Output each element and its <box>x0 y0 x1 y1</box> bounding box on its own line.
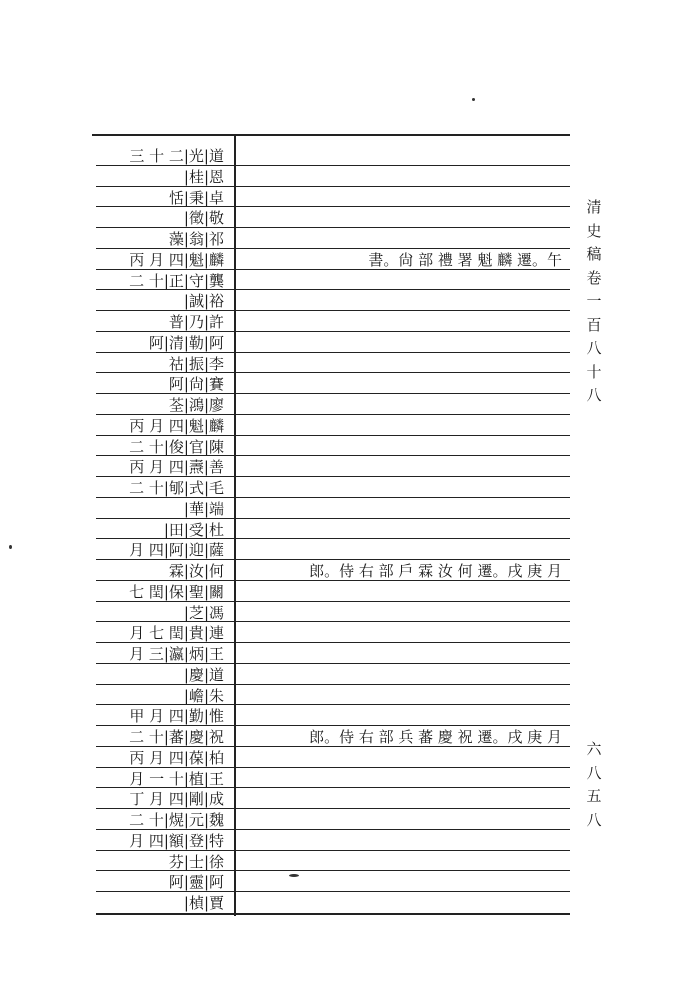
row-notes-cell <box>240 373 568 395</box>
row-names-cell: 二 十|俊|官|陳 <box>129 437 224 456</box>
row-notes-cell <box>240 498 568 520</box>
row-notes-cell <box>240 788 568 810</box>
row-notes-cell <box>240 477 568 499</box>
row-rule <box>96 206 570 207</box>
row-rule <box>96 435 570 436</box>
row-notes-cell <box>240 664 568 686</box>
row-notes-cell <box>240 353 568 375</box>
column-divider <box>234 136 236 916</box>
row-notes-cell <box>240 809 568 831</box>
row-notes-cell <box>240 685 568 707</box>
row-notes-cell <box>240 622 568 644</box>
row-names-cell: 月 七 閏|貴|連 <box>129 624 224 643</box>
row-notes-cell <box>240 332 568 354</box>
row-names-cell: 三 十 二|光|道 <box>129 147 224 165</box>
row-notes-cell: 郎。侍 右 部 戶 霖 汝 何 遷。戌 庚 月 <box>309 562 562 580</box>
row-names-cell: 丙 月 四|燾|善 <box>129 458 224 477</box>
print-speck <box>9 545 12 549</box>
row-notes-cell <box>240 311 568 333</box>
row-names-cell: |徵|敬 <box>183 209 224 228</box>
page-folio: 六八五八 <box>586 740 602 829</box>
row-notes-cell <box>240 228 568 250</box>
row-rule <box>96 725 570 726</box>
print-speck <box>472 98 475 101</box>
row-notes-cell <box>240 290 568 312</box>
row-rule <box>96 580 570 581</box>
row-names-cell: 阿|尙|賽 <box>168 375 224 394</box>
row-notes-cell <box>240 456 568 478</box>
row-rule <box>96 829 570 830</box>
row-rule <box>96 787 570 788</box>
row-names-cell: 丙 月 四|葆|柏 <box>129 748 224 767</box>
row-notes-cell <box>240 539 568 561</box>
row-rule <box>96 352 570 353</box>
row-names-cell: 祜|振|李 <box>168 354 224 373</box>
row-rule <box>96 497 570 498</box>
row-notes-cell <box>240 830 568 852</box>
row-rule <box>96 663 570 664</box>
row-rule <box>96 331 570 332</box>
row-rule <box>96 559 570 560</box>
row-names-cell: 月 四|阿|迎|薩 <box>129 541 224 560</box>
row-rule <box>96 310 570 311</box>
top-rule <box>92 134 570 136</box>
row-names-cell: 甲 月 四|勤|惟 <box>129 707 224 726</box>
row-rule <box>96 642 570 643</box>
row-names-cell: 二 十|蕃|慶|祝 <box>129 728 224 746</box>
row-rule <box>96 248 570 249</box>
row-notes-cell <box>240 768 568 790</box>
row-notes-cell <box>240 270 568 292</box>
row-notes-cell <box>240 187 568 209</box>
row-names-cell: |慶|道 <box>183 665 224 684</box>
row-names-cell: |桂|恩 <box>183 167 224 186</box>
row-names-cell: 霖|汝|何 <box>168 562 224 580</box>
row-rule <box>96 518 570 519</box>
row-rule <box>96 414 570 415</box>
row-names-cell: 七 閏|保|聖|關 <box>129 582 224 601</box>
row-rule <box>96 704 570 705</box>
row-rule <box>96 476 570 477</box>
row-rule <box>96 684 570 685</box>
row-notes-cell <box>240 166 568 188</box>
row-names-cell: 恬|秉|卓 <box>168 188 224 207</box>
row-names-cell: 丙 月 四|魁|麟 <box>129 416 224 435</box>
row-notes-cell: 郎。侍 右 部 兵 蕃 慶 祝 遷。戌 庚 月 <box>309 728 562 746</box>
row-rule <box>96 538 570 539</box>
row-rule <box>96 767 570 768</box>
row-rule <box>96 165 570 166</box>
row-rule <box>96 891 570 892</box>
row-names-cell: 月 四|額|登|特 <box>129 831 224 850</box>
row-notes-cell <box>240 207 568 229</box>
row-rule <box>96 601 570 602</box>
row-notes-cell <box>240 415 568 437</box>
row-names-cell: 阿|清|勒|阿 <box>148 333 224 352</box>
row-notes-cell <box>240 747 568 769</box>
bottom-rule <box>96 913 570 915</box>
row-rule <box>96 621 570 622</box>
print-speck <box>289 874 299 877</box>
row-names-cell: |誠|裕 <box>183 292 224 311</box>
row-rule <box>96 870 570 871</box>
row-notes-cell <box>240 145 568 167</box>
row-rule <box>96 850 570 851</box>
row-rule <box>96 746 570 747</box>
row-names-cell: |芝|馮 <box>183 603 224 622</box>
row-rule <box>96 269 570 270</box>
row-rule <box>96 393 570 394</box>
row-notes-cell <box>240 581 568 603</box>
row-names-cell: 阿|靈|阿 <box>168 873 224 892</box>
row-names-cell: |嶦|朱 <box>183 686 224 705</box>
row-rule <box>96 372 570 373</box>
row-notes-cell <box>240 394 568 416</box>
row-names-cell: 月 三|瀛|炳|王 <box>129 645 224 663</box>
row-names-cell: 月 一 十|植|王 <box>129 769 224 788</box>
row-rule <box>96 455 570 456</box>
row-rule <box>96 808 570 809</box>
row-names-cell: |楨|賈 <box>183 894 224 912</box>
row-notes-cell: 書。尙 部 禮 署 魁 麟 遷。午 <box>368 250 562 269</box>
row-rule <box>96 186 570 187</box>
row-rule <box>96 289 570 290</box>
row-names-cell: 丁 月 四|剛|成 <box>129 790 224 809</box>
row-rule <box>96 227 570 228</box>
row-notes-cell <box>240 602 568 624</box>
row-notes-cell <box>240 436 568 458</box>
row-names-cell: 二 十|郇|式|毛 <box>129 479 224 497</box>
row-names-cell: 芬|士|徐 <box>168 852 224 871</box>
row-names-cell: 丙 月 四|魁|麟 <box>129 250 224 269</box>
row-notes-cell <box>240 892 568 914</box>
row-notes-cell <box>240 705 568 727</box>
row-names-cell: 荃|鴻|廖 <box>168 396 224 414</box>
row-names-cell: |華|端 <box>183 499 224 518</box>
row-notes-cell <box>240 519 568 541</box>
row-notes-cell <box>240 643 568 665</box>
row-names-cell: 二 十|正|守|龔 <box>129 271 224 290</box>
row-names-cell: |田|受|杜 <box>163 520 224 539</box>
row-names-cell: 藻|翁|祁 <box>168 230 224 248</box>
row-notes-cell <box>240 851 568 873</box>
row-names-cell: 二 十|熀|元|魏 <box>129 811 224 829</box>
row-names-cell: 普|乃|許 <box>168 313 224 331</box>
running-head: 清史稿卷一百八十八 <box>586 198 602 404</box>
